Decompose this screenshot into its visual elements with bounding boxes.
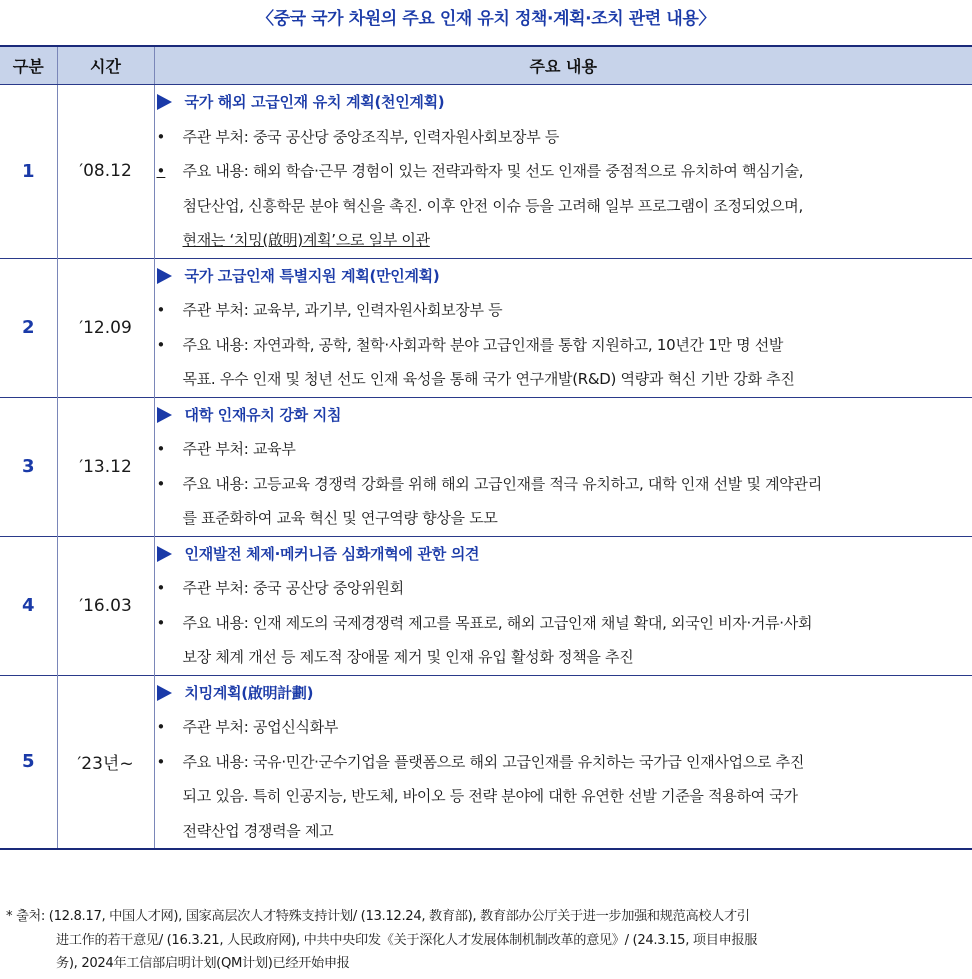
bullet-icon: • [156, 127, 166, 146]
table-header-row [0, 46, 972, 85]
row-number: 4 [0, 536, 57, 675]
bullet-icon: • [156, 718, 166, 736]
row-content [154, 675, 972, 849]
row-heading [155, 85, 972, 120]
row-content-line: 목표. 우수 인재 및 청년 선도 인재 육성을 통해 국가 연구개발(R&D) 역량과 혁신 기반 강화 추진 [182, 370, 795, 388]
row-heading-text: 치밍계획(啟明計劃) [184, 683, 314, 702]
row-heading-text: 대학 인재유치 강화 지침 [184, 405, 342, 424]
row-content-line-underlined: 현재는 ‘치밍(啟明)계획’으로 일부 이관 [182, 231, 430, 249]
source-footnote [6, 905, 968, 976]
triangle-bullet-icon [157, 268, 172, 284]
bullet-icon: • [156, 162, 166, 180]
footnote-line: 务), 2024年工信部启明计划(QM计划)已经开始申报 [56, 956, 350, 971]
row-dept: 주관 부처: 공업신식화부 [182, 718, 339, 736]
bullet-icon: • [156, 579, 166, 597]
row-heading [155, 537, 972, 572]
bullet-icon: • [156, 335, 166, 354]
row-content [154, 258, 972, 397]
row-dept: 주관 부처: 교육부, 과기부, 인력자원사회보장부 등 [182, 301, 503, 319]
policy-table [0, 45, 972, 850]
row-content-line: 주요 내용: 자연과학, 공학, 철학·사회과학 분야 고급인재를 통합 지원하고, 10년간 1만 명 선발 [182, 335, 784, 354]
column-header-time: 시간 [57, 46, 154, 85]
row-content-line: 를 표준화하여 교육 혁신 및 연구역량 향상을 도모 [182, 509, 498, 527]
row-content [154, 536, 972, 675]
triangle-bullet-icon [157, 546, 172, 562]
bullet-icon: • [156, 613, 166, 632]
column-header-content: 주요 내용 [154, 46, 972, 85]
row-number: 1 [21, 160, 35, 182]
row-content-line: 전략산업 경쟁력을 제고 [182, 821, 334, 840]
footnote-line: * 출처: (12.8.17, 中国人才网), 国家高层次人才特殊支持计划/ (13.12.24, 教育部), 教育部办公厅关于进一步加强和规范高校人才引 [6, 909, 750, 924]
row-content [154, 85, 972, 259]
row-heading [155, 398, 972, 433]
row-heading [155, 259, 972, 294]
row-content-line: 보장 체계 개선 등 제도적 장애물 제거 및 인재 유입 활성화 정책을 추진 [182, 648, 634, 666]
row-heading-text: 인재발전 체제·메커니즘 심화개혁에 관한 의견 [184, 544, 480, 563]
row-content-line [155, 223, 972, 258]
row-content-line: 주요 내용: 인재 제도의 국제경쟁력 제고를 목표로, 해외 고급인재 채널 확대, 외국인 비자·거류·사회 [182, 613, 813, 632]
table-title: 〈중국 국가 차원의 주요 인재 유치 정책·계획·조치 관련 내용〉 [257, 9, 715, 29]
table-row [0, 85, 972, 259]
bullet-icon: • [156, 301, 166, 319]
row-date: ′16.03 [57, 536, 154, 675]
triangle-bullet-icon [157, 94, 172, 110]
row-content-line: 주요 내용: 해외 학습·근무 경험이 있는 전략과학자 및 선도 인재를 중점적으로 유치하여 핵심기술, [182, 162, 804, 180]
row-date: ′12.09 [57, 258, 154, 397]
row-dept: 주관 부처: 중국 공산당 중앙위원회 [182, 579, 404, 597]
row-date: ′08.12 [57, 85, 154, 259]
row-content-line: 되고 있음. 특히 인공지능, 반도체, 바이오 등 전략 분야에 대한 유연한 선발 기준을 적용하여 국가 [182, 787, 798, 805]
bullet-icon: • [156, 474, 166, 493]
table-row [0, 397, 972, 536]
triangle-bullet-icon [157, 407, 172, 423]
row-number: 3 [0, 397, 57, 536]
bullet-icon: • [156, 440, 166, 458]
triangle-bullet-icon [157, 685, 172, 701]
footnote-line: 进工作的若干意见/ (16.3.21, 人民政府网), 中共中央印发《关于深化人才发展体制机制改革的意见》/ (24.3.15, 项目申报服 [56, 932, 758, 948]
table-row [0, 675, 972, 849]
column-header-category: 구분 [0, 46, 57, 85]
table-row [0, 258, 972, 397]
row-content-line: 첨단산업, 신흥학문 분야 혁신을 촉진. 이후 안전 이슈 등을 고려해 일부 프로그램이 조정되었으며, [182, 196, 803, 215]
row-date: ′23년~ [57, 675, 154, 849]
row-number: 2 [0, 258, 57, 397]
row-heading-text: 국가 고급인재 특별지원 계획(만인계획) [184, 266, 440, 285]
row-content-line: 주요 내용: 국유·민간·군수기업을 플랫폼으로 해외 고급인재를 유치하는 국가급 인재사업으로 추진 [182, 752, 805, 771]
row-heading [155, 676, 972, 711]
row-heading-text: 국가 해외 고급인재 유치 계획(천인계획) [184, 93, 445, 111]
row-dept: 주관 부처: 중국 공산당 중앙조직부, 인력자원사회보장부 등 [182, 127, 560, 146]
row-content-line: 주요 내용: 고등교육 경쟁력 강화를 위해 해외 고급인재를 적극 유치하고, 대학 인재 선발 및 계약관리 [182, 474, 822, 493]
row-dept: 주관 부처: 교육부 [182, 440, 296, 458]
table-row [0, 536, 972, 675]
row-content [154, 397, 972, 536]
bullet-icon: • [156, 752, 166, 771]
row-number: 5 [0, 675, 57, 849]
row-date: ′13.12 [57, 397, 154, 536]
